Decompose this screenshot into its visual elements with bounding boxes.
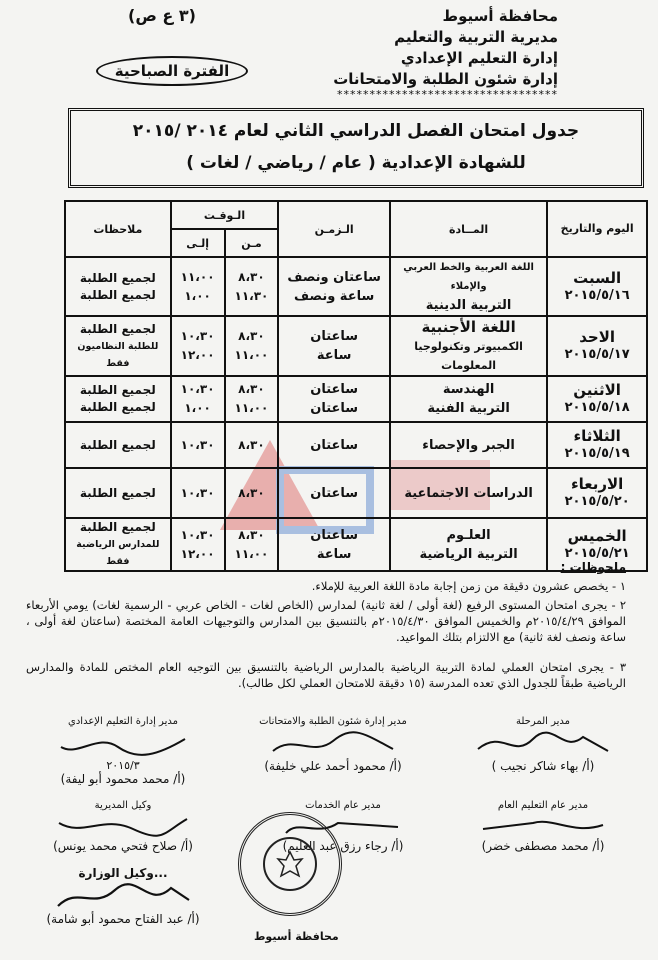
subject-2: التربية الرياضية bbox=[419, 546, 518, 562]
note-1: لجميع الطلبة bbox=[79, 383, 156, 397]
day-name: الثلاثاء bbox=[573, 427, 621, 445]
signature-name: (أ/ بهاء شاكر نجيب ) bbox=[491, 759, 595, 773]
table-header-row bbox=[65, 201, 647, 229]
day-date: ٢٠١٥/٥/٢٠ bbox=[564, 494, 630, 509]
signature-prep-director bbox=[28, 716, 218, 786]
duration-cell bbox=[278, 316, 390, 376]
subject-cell bbox=[390, 518, 547, 571]
period-badge: الفترة الصباحية bbox=[96, 56, 248, 86]
from-1: ٨،٣٠ bbox=[238, 269, 265, 284]
subject-1: العلـوم bbox=[446, 527, 491, 543]
signature-stage-director bbox=[448, 716, 638, 773]
table-row bbox=[65, 468, 647, 518]
handwritten-signature bbox=[473, 729, 613, 759]
subject-cell bbox=[390, 257, 547, 316]
note-2: للطلبة النظاميون فقط bbox=[77, 340, 159, 369]
signature-role: وكيل المديرية bbox=[94, 800, 152, 811]
subject-1: اللغة العربية والخط العربي والإملاء bbox=[403, 262, 534, 292]
subject-1: الهندسة bbox=[442, 382, 495, 397]
to-1: ١٠،٣٠ bbox=[180, 437, 215, 452]
subject-1: اللغة الأجنبية bbox=[421, 317, 516, 336]
subject-1: الدراسات الاجتماعية bbox=[404, 485, 533, 501]
day-cell bbox=[547, 376, 647, 422]
from-1: ٨،٣٠ bbox=[238, 382, 265, 396]
to-cell bbox=[171, 316, 225, 376]
duration-2: ساعة ونصف bbox=[294, 288, 375, 304]
handwritten-signature bbox=[53, 882, 193, 912]
notes-cell bbox=[65, 257, 171, 316]
duration-cell bbox=[278, 257, 390, 316]
to-cell bbox=[171, 422, 225, 468]
issuer-header bbox=[333, 6, 558, 90]
duration-1: ساعتان bbox=[310, 329, 359, 344]
duration-cell bbox=[278, 518, 390, 571]
signature-name: (أ/ صلاح فتحي محمد يونس) bbox=[53, 839, 193, 853]
handwritten-signature bbox=[53, 813, 193, 839]
official-seal bbox=[238, 812, 342, 916]
day-cell bbox=[547, 257, 647, 316]
page-title: جدول امتحان الفصل الدراسي الثاني لعام ٢٠١٤ /٢٠١٥ bbox=[132, 121, 580, 141]
from-1: ٨،٣٠ bbox=[238, 329, 265, 343]
signature-undersecretary bbox=[28, 866, 218, 926]
to-2: ١٢،٠٠ bbox=[180, 546, 215, 561]
subject-cell bbox=[390, 376, 547, 422]
remark-3: ٣ - يجرى امتحان العملي لمادة التربية الرياضية بالمدارس الرياضية بالتنسيق بين التوجيه العام المختص للمادة والمدارس الرياضية طبقاً للجدول الذي تعده المدرسة (١٥ دقيقة للامتحان العملي لكل طالب). bbox=[26, 660, 626, 690]
signature-role: مدير المرحلة bbox=[515, 716, 571, 727]
note-2: لجميع الطلبة bbox=[79, 400, 156, 414]
from-cell bbox=[225, 468, 279, 518]
notes-cell bbox=[65, 316, 171, 376]
handwritten-signature bbox=[473, 813, 613, 839]
day-cell bbox=[547, 422, 647, 468]
header-time: الـوقـت bbox=[171, 201, 279, 229]
subject-2: التربية الدينية bbox=[425, 298, 512, 313]
day-date: ٢٠١٥/٥/١٩ bbox=[564, 446, 630, 461]
day-date: ٢٠١٥/٥/١٨ bbox=[564, 400, 630, 415]
duration-cell bbox=[278, 376, 390, 422]
subject-cell bbox=[390, 316, 547, 376]
from-1: ٨،٣٠ bbox=[238, 527, 265, 542]
subject-2: الكمبيوتر وتكنولوجيا المعلومات bbox=[414, 339, 523, 372]
remark-2: ٢ - يجرى امتحان المستوى الرفيع (لغة أولى / لغة ثانية) لمدارس (الخاص لغات - الخاص عربي - الرسمية لغات) يومي الأربعاء الموافق ٢٠١٥/٤/٢٩م والخميس الموافق ٢٠١٥/٤/٣٠م بالتنسيق بين المدارس والتوجيهات العامة المختصة (ساعتان لغة أولى ، ساعة ونصف لغة ثانية) مع الالتزام بتلك المواعيد. bbox=[26, 598, 626, 644]
from-cell bbox=[225, 316, 279, 376]
seal-caption: محافظة أسيوط bbox=[254, 930, 339, 943]
signature-name: (أ/ عبد الفتاح محمود أبو شامة) bbox=[46, 912, 200, 926]
signature-role: مدير عام الخدمات bbox=[305, 800, 381, 811]
note-1: لجميع الطلبة bbox=[79, 321, 156, 336]
from-2: ١١،٣٠ bbox=[234, 288, 269, 303]
to-2: ١٢،٠٠ bbox=[180, 348, 215, 362]
signature-role: ...وكيل الوزارة bbox=[78, 866, 168, 880]
signature-role: مدير إدارة التعليم الإعدادي bbox=[68, 716, 178, 727]
day-name: الاحد bbox=[579, 328, 616, 346]
duration-1: ساعتان bbox=[310, 485, 359, 501]
from-2: ١١،٠٠ bbox=[234, 401, 269, 415]
signature-exams-director bbox=[238, 716, 428, 773]
remark-1: ١ - يخصص عشرون دقيقة من زمن إجابة مادة اللغة العربية للإملاء. bbox=[311, 579, 626, 593]
to-1: ١٠،٣٠ bbox=[180, 485, 215, 500]
to-cell bbox=[171, 376, 225, 422]
note-1: لجميع الطلبة bbox=[79, 270, 156, 285]
date-scribble: ٢٠١٥/٣ bbox=[106, 759, 140, 772]
duration-cell bbox=[278, 422, 390, 468]
duration-2: ساعة bbox=[316, 546, 352, 562]
page-subtitle: للشهادة الإعدادية ( عام / رياضي / لغات ) bbox=[186, 153, 526, 173]
to-2: ١،٠٠ bbox=[184, 288, 211, 303]
to-1: ١١،٠٠ bbox=[180, 269, 215, 284]
from-cell bbox=[225, 422, 279, 468]
duration-cell bbox=[278, 468, 390, 518]
handwritten-signature bbox=[53, 729, 193, 759]
to-1: ١٠،٣٠ bbox=[180, 329, 215, 343]
duration-1: ساعتان bbox=[310, 437, 359, 453]
day-date: ٢٠١٥/٥/٢١ bbox=[564, 545, 630, 561]
from-2: ١١،٠٠ bbox=[234, 348, 269, 362]
day-date: ٢٠١٥/٥/١٧ bbox=[564, 347, 630, 362]
from-cell bbox=[225, 518, 279, 571]
signature-general-ed-director bbox=[448, 800, 638, 853]
signature-name: (أ/ محمود أحمد علي خليفة) bbox=[264, 759, 402, 773]
to-cell bbox=[171, 518, 225, 571]
to-1: ١٠،٣٠ bbox=[180, 527, 215, 542]
day-name: الاربعاء bbox=[570, 475, 624, 493]
day-cell bbox=[547, 316, 647, 376]
subject-2: التربية الفنية bbox=[427, 401, 510, 416]
schedule-table bbox=[64, 200, 648, 572]
header-day: اليوم والتاريخ bbox=[547, 201, 647, 257]
from-2: ١١،٠٠ bbox=[234, 546, 269, 561]
to-cell bbox=[171, 468, 225, 518]
from-cell bbox=[225, 376, 279, 422]
signature-name: (أ/ محمد محمود أبو ليفة) bbox=[60, 772, 186, 786]
signature-name: (أ/ رجاء رزق عبد العليم) bbox=[282, 839, 404, 853]
to-2: ١،٠٠ bbox=[184, 401, 211, 415]
title-box bbox=[68, 108, 644, 188]
notes-cell bbox=[65, 518, 171, 571]
department-label: إدارة التعليم الإعدادي bbox=[400, 49, 558, 67]
day-date: ٢٠١٥/٥/١٦ bbox=[564, 287, 630, 303]
table-row bbox=[65, 422, 647, 468]
day-cell bbox=[547, 468, 647, 518]
table-row bbox=[65, 376, 647, 422]
header-subject: المــادة bbox=[390, 201, 547, 257]
header-to: إلـى bbox=[171, 229, 225, 257]
subject-cell bbox=[390, 468, 547, 518]
duration-1: ساعتان bbox=[310, 382, 359, 397]
to-cell bbox=[171, 257, 225, 316]
signature-role: مدير عام التعليم العام bbox=[497, 800, 589, 811]
signature-name: (أ/ محمد مصطفى خضر) bbox=[481, 839, 605, 853]
duration-1: ساعتان ونصف bbox=[287, 269, 381, 285]
subject-cell bbox=[390, 422, 547, 468]
from-cell bbox=[225, 257, 279, 316]
notes-cell bbox=[65, 376, 171, 422]
signature-deputy-director bbox=[28, 800, 218, 853]
note-1: لجميع الطلبة bbox=[79, 437, 156, 452]
duration-2: ساعة bbox=[316, 348, 352, 363]
note-1: لجميع الطلبة bbox=[79, 520, 156, 534]
remarks-title: ملحوظات : bbox=[560, 560, 626, 574]
signature-role: مدير إدارة شئون الطلبة والامتحانات bbox=[259, 716, 407, 727]
form-code: (٣ ع ص) bbox=[128, 6, 196, 25]
notes-cell bbox=[65, 468, 171, 518]
day-name: السبت bbox=[573, 268, 622, 287]
day-name: الخميس bbox=[567, 526, 627, 545]
from-1: ٨،٣٠ bbox=[238, 437, 265, 452]
header-notes: ملاحظات bbox=[65, 201, 171, 257]
handwritten-signature bbox=[263, 729, 403, 759]
note-1: لجميع الطلبة bbox=[79, 485, 156, 500]
to-1: ١٠،٣٠ bbox=[180, 382, 215, 396]
from-1: ٨،٣٠ bbox=[238, 485, 265, 500]
duration-2: ساعتان bbox=[310, 401, 359, 416]
eagle-emblem-icon bbox=[275, 849, 305, 879]
governorate-label: محافظة أسيوط bbox=[442, 7, 558, 25]
duration-1: ساعتان bbox=[310, 527, 359, 543]
day-name: الاثنين bbox=[573, 381, 621, 399]
table-row bbox=[65, 257, 647, 316]
header-duration: الـزمـن bbox=[278, 201, 390, 257]
table-row bbox=[65, 316, 647, 376]
note-2: لجميع الطلبة bbox=[79, 287, 156, 302]
exams-dept-label: إدارة شئون الطلبة والامتحانات bbox=[333, 70, 558, 88]
notes-cell bbox=[65, 422, 171, 468]
header-from: مـن bbox=[225, 229, 279, 257]
subject-1: الجبر والإحصاء bbox=[422, 437, 515, 453]
separator-stars: ********************************** bbox=[337, 88, 558, 101]
note-2: للمدارس الرياضية فقط bbox=[76, 539, 160, 567]
directorate-label: مديرية التربية والتعليم bbox=[394, 28, 558, 46]
